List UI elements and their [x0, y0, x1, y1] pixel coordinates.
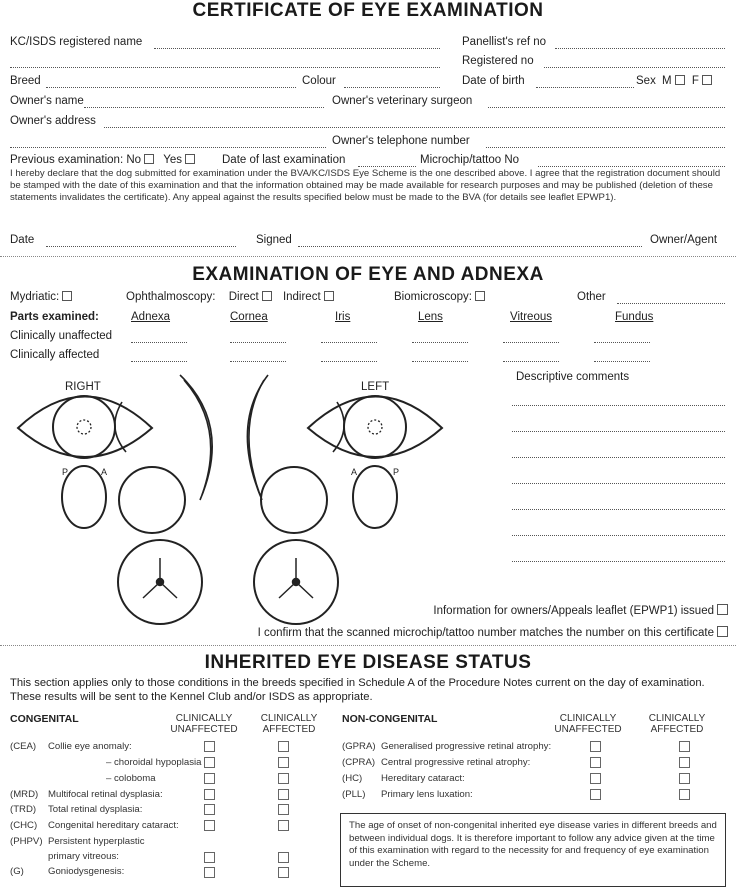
comments-line-3[interactable]	[512, 457, 725, 458]
clinically-unaffected-label: Clinically unaffected	[10, 330, 113, 342]
noncongenital-affected-header: CLINICALLY AFFECTED	[648, 713, 706, 735]
right-p-label: P	[62, 467, 69, 477]
microchip-label: Microchip/tattoo No	[420, 154, 520, 166]
registered-no-label: Registered no	[462, 55, 534, 67]
phpv-unaffected-checkbox[interactable]	[204, 852, 215, 863]
trd-name: Total retinal dysplasia:	[48, 804, 143, 815]
prev-exam-no-label: Previous examination: No	[10, 154, 142, 166]
colour-field[interactable]	[344, 87, 440, 88]
part-adnexa: Adnexa	[131, 311, 171, 323]
unaffected-iris-field[interactable]	[321, 342, 377, 343]
hc-code: (HC)	[342, 773, 363, 784]
comments-line-1[interactable]	[512, 405, 725, 406]
gpra-affected-checkbox[interactable]	[679, 741, 690, 752]
eye-diagrams	[0, 360, 500, 650]
right-fundus-vessels	[143, 558, 177, 598]
comments-line-2[interactable]	[512, 431, 725, 432]
section-divider-2	[0, 645, 736, 646]
signed-label: Signed	[256, 234, 292, 246]
vet-surgeon-field[interactable]	[488, 107, 725, 108]
biomicroscopy-label: Biomicroscopy:	[394, 291, 472, 303]
mrd-code: (MRD)	[10, 789, 39, 800]
exam-section-title: EXAMINATION OF EYE AND ADNEXA	[192, 264, 544, 285]
sex-selector	[636, 75, 712, 87]
mydriatic-checkbox[interactable]	[62, 291, 72, 301]
phpv-name: Persistent hyperplastic	[48, 836, 145, 847]
chc-unaffected-checkbox[interactable]	[204, 820, 215, 831]
g-affected-checkbox[interactable]	[278, 867, 289, 878]
hc-affected-checkbox[interactable]	[679, 773, 690, 784]
left-eye-label: LEFT	[361, 381, 390, 393]
trd-code: (TRD)	[10, 804, 37, 815]
left-a-label: A	[351, 467, 358, 477]
part-lens: Lens	[418, 311, 443, 323]
phpv-code: (PHPV)	[10, 836, 43, 847]
confirm-checkbox[interactable]	[717, 626, 728, 637]
microchip-field[interactable]	[538, 166, 725, 167]
gpra-name: Generalised progressive retinal atrophy:	[381, 741, 552, 752]
right-eye-outline	[18, 397, 152, 458]
cea-name: Collie eye anomaly:	[48, 741, 132, 752]
cpra-unaffected-checkbox[interactable]	[590, 757, 601, 768]
trd-unaffected-checkbox[interactable]	[204, 804, 215, 815]
biomicroscopy-option	[394, 291, 485, 303]
clinically-affected-label: Clinically affected	[10, 349, 100, 361]
gpra-unaffected-checkbox[interactable]	[590, 741, 601, 752]
vet-surgeon-label: Owner's veterinary surgeon	[332, 95, 473, 107]
coloboma-name: – coloboma	[106, 773, 156, 784]
left-lens-side	[353, 466, 400, 528]
signature-field[interactable]	[298, 246, 642, 247]
owners-name-label: Owner's name	[10, 95, 84, 107]
kc-name-label: KC/ISDS registered name	[10, 36, 143, 48]
last-exam-field[interactable]	[358, 166, 416, 167]
affected-fundus-field[interactable]	[594, 361, 650, 362]
page-title: CERTIFICATE OF EYE EXAMINATION	[192, 0, 544, 21]
unaffected-lens-field[interactable]	[412, 342, 468, 343]
date-field[interactable]	[46, 246, 236, 247]
other-label: Other	[577, 291, 606, 303]
left-fundus-circle	[261, 467, 327, 533]
coloboma-affected-checkbox[interactable]	[278, 773, 289, 784]
sex-f-label: F	[691, 75, 699, 87]
indirect-label: Indirect	[282, 291, 321, 303]
previous-exam-row	[10, 154, 195, 166]
pll-code: (PLL)	[342, 789, 366, 800]
cpra-affected-checkbox[interactable]	[679, 757, 690, 768]
cea-affected-checkbox[interactable]	[278, 741, 289, 752]
descriptive-comments-label: Descriptive comments	[516, 371, 630, 383]
mrd-unaffected-checkbox[interactable]	[204, 789, 215, 800]
right-eye-third-eyelid	[115, 402, 126, 452]
chc-code: (CHC)	[10, 820, 38, 831]
chc-name: Congenital hereditary cataract:	[48, 820, 179, 831]
left-fundus-vessels	[279, 558, 313, 598]
g-name: Goniodysgenesis:	[48, 866, 125, 877]
part-iris: Iris	[335, 311, 351, 323]
choroidal-affected-checkbox[interactable]	[278, 757, 289, 768]
sex-m-label: M	[662, 75, 672, 87]
prev-exam-yes-label: Yes	[163, 154, 183, 166]
owners-name-field[interactable]	[84, 107, 324, 108]
owners-phone-label: Owner's telephone number	[332, 135, 470, 147]
congenital-unaffected-header: CLINICALLY UNAFFECTED	[170, 713, 238, 735]
cea-code: (CEA)	[10, 741, 37, 752]
indirect-checkbox[interactable]	[324, 291, 334, 301]
sex-m-checkbox[interactable]	[675, 75, 685, 85]
colour-label: Colour	[302, 75, 336, 87]
inherited-section-title: INHERITED EYE DISEASE STATUS	[204, 652, 532, 673]
ophthalmoscopy-label: Ophthalmoscopy:	[126, 291, 216, 303]
phpv-name-cont: primary vitreous:	[48, 851, 119, 862]
panellist-ref-label: Panellist's ref no	[462, 36, 547, 48]
mrd-affected-checkbox[interactable]	[278, 789, 289, 800]
direct-label: Direct	[228, 291, 259, 303]
dob-label: Date of birth	[462, 75, 525, 87]
left-eye-iris	[344, 396, 406, 458]
declaration-text: I hereby declare that the dog submitted for examination under the BVA/KC/ISDS Eye Scheme is the one described above. I agree that the registration document should be stamped with the date of this examination and that the information obtained may be made available for research purposes and may be published (deletion of these statements invalidates the certificate). Any appeal against the results specified below must be made to the BVA (for details see leaflet EPWP1).	[10, 168, 721, 204]
mrd-name: Multifocal retinal dysplasia:	[48, 789, 163, 800]
right-eye-pupil	[77, 420, 91, 434]
phpv-affected-checkbox[interactable]	[278, 852, 289, 863]
biomicroscopy-checkbox[interactable]	[475, 291, 485, 301]
owners-address-label: Owner's address	[10, 115, 96, 127]
inherited-intro: This section applies only to those conditions in the breeds specified in Schedule A of the Procedure Notes current on the day of examination. These results will be sent to the Kennel Club and/or ISDS as appropriate.	[10, 677, 705, 703]
leaflet-checkbox[interactable]	[717, 604, 728, 615]
noncongenital-unaffected-header: CLINICALLY UNAFFECTED	[554, 713, 622, 735]
cpra-code: (CPRA)	[342, 757, 376, 768]
choroidal-unaffected-checkbox[interactable]	[204, 757, 215, 768]
ophthalmoscopy-option	[126, 291, 334, 303]
right-a-label: A	[101, 467, 108, 477]
comments-line-7[interactable]	[512, 561, 725, 562]
g-code: (G)	[10, 866, 24, 877]
panellist-ref-field[interactable]	[555, 48, 725, 49]
right-lens-side	[62, 466, 106, 528]
unaffected-vitreous-field[interactable]	[503, 342, 559, 343]
comments-line-5[interactable]	[512, 509, 725, 510]
part-cornea: Cornea	[230, 311, 268, 323]
affected-vitreous-field[interactable]	[503, 361, 559, 362]
owners-address-field-line2[interactable]	[10, 147, 326, 148]
registered-no-field[interactable]	[544, 67, 725, 68]
pll-unaffected-checkbox[interactable]	[590, 789, 601, 800]
left-cornea-arc-inner	[249, 380, 264, 495]
right-fundus-circle	[119, 467, 185, 533]
parts-examined-label: Parts examined:	[10, 311, 99, 323]
prev-exam-no-checkbox[interactable]	[144, 154, 154, 164]
sex-label: Sex	[636, 75, 656, 87]
pll-affected-checkbox[interactable]	[679, 789, 690, 800]
choroidal-hypoplasia-name: – choroidal hypoplasia	[106, 757, 202, 768]
last-exam-label: Date of last examination	[222, 154, 346, 166]
left-eye-third-eyelid	[333, 402, 344, 452]
direct-checkbox[interactable]	[262, 291, 272, 301]
mydriatic-option	[10, 291, 72, 303]
unaffected-cornea-field[interactable]	[230, 342, 286, 343]
comments-line-4[interactable]	[512, 483, 725, 484]
right-eye-label: RIGHT	[65, 381, 101, 393]
right-eye-iris	[53, 396, 115, 458]
congenital-heading: CONGENITAL	[10, 713, 79, 725]
unaffected-fundus-field[interactable]	[594, 342, 650, 343]
leaflet-row	[433, 604, 728, 617]
breed-field[interactable]	[46, 87, 296, 88]
leaflet-label: Information for owners/Appeals leaflet (EPWP1) issued	[433, 605, 714, 617]
part-fundus: Fundus	[615, 311, 654, 323]
owners-phone-field[interactable]	[486, 147, 725, 148]
section-divider	[0, 256, 736, 257]
right-cornea-arc	[180, 375, 212, 500]
unaffected-adnexa-field[interactable]	[131, 342, 187, 343]
coloboma-unaffected-checkbox[interactable]	[204, 773, 215, 784]
date-label: Date	[10, 234, 35, 246]
breed-label: Breed	[10, 75, 41, 87]
cea-unaffected-checkbox[interactable]	[204, 741, 215, 752]
mydriatic-label: Mydriatic:	[10, 291, 60, 303]
sex-f-checkbox[interactable]	[702, 75, 712, 85]
comments-line-6[interactable]	[512, 535, 725, 536]
congenital-affected-header: CLINICALLY AFFECTED	[260, 713, 318, 735]
owners-address-field[interactable]	[104, 127, 725, 128]
g-unaffected-checkbox[interactable]	[204, 867, 215, 878]
hc-unaffected-checkbox[interactable]	[590, 773, 601, 784]
chc-affected-checkbox[interactable]	[278, 820, 289, 831]
confirm-row	[258, 626, 728, 639]
confirm-label: I confirm that the scanned microchip/tattoo number matches the number on this certificate	[257, 627, 714, 639]
part-vitreous: Vitreous	[510, 311, 552, 323]
owner-agent-label: Owner/Agent	[650, 234, 718, 246]
trd-affected-checkbox[interactable]	[278, 804, 289, 815]
prev-exam-yes-checkbox[interactable]	[185, 154, 195, 164]
left-eye-pupil	[368, 420, 382, 434]
right-cornea-arc-inner	[184, 380, 211, 495]
onset-note-box: The age of onset of non-congenital inherited eye disease varies in different breeds and between individual dogs. It is therefore important to follow any advice given at the time of this examination with regard to the necessity for and frequency of eye examination under the Scheme.	[340, 813, 726, 887]
hc-name: Hereditary cataract:	[381, 773, 465, 784]
dob-field[interactable]	[536, 87, 634, 88]
pll-name: Primary lens luxation:	[381, 789, 473, 800]
gpra-code: (GPRA)	[342, 741, 376, 752]
left-eye-outline	[308, 397, 442, 458]
kc-name-field-line2[interactable]	[10, 67, 440, 68]
left-p-label: P	[393, 467, 400, 477]
non-congenital-heading: NON-CONGENITAL	[342, 713, 438, 725]
other-field[interactable]	[617, 303, 725, 304]
kc-name-field[interactable]	[154, 48, 440, 49]
cpra-name: Central progressive retinal atrophy:	[381, 757, 531, 768]
